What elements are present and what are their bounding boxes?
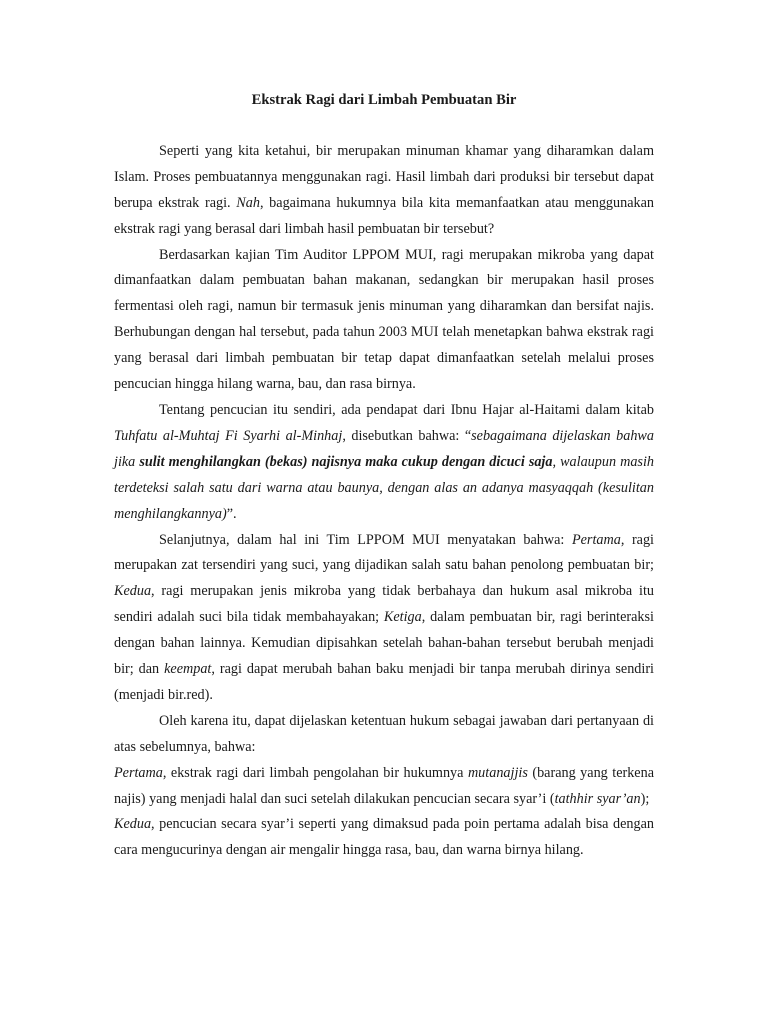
paragraph-intro-rest: , bagaimana hukumnya bila kita memanfaatkan atau menggunakan ekstrak ragi yang berasal dari limbah hasil pembuatan bir tersebut? bbox=[114, 194, 654, 237]
ruling-second bbox=[114, 812, 654, 864]
term-pertama: Pertama bbox=[571, 531, 621, 548]
statement-point-1: , ragi merupakan zat tersendiri yang suci, yang dijadikan salah satu bahan penolong pembuatan bir; bbox=[114, 531, 655, 574]
ibnu-hajar-lead: , disebutkan bahwa: “ bbox=[342, 427, 472, 444]
quote-part-2: , walaupun masih terdeteksi salah satu dari warna atau baunya, dengan alas an adanya masyaqqah (kesulitan menghilangkannya) bbox=[114, 453, 654, 522]
quote-bold: sulit menghilangkan (bekas) najisnya maka cukup dengan dicuci saja bbox=[139, 453, 553, 470]
statement-point-3: , dalam pembuatan bir, ragi berinteraksi dengan bahan lainnya. Kemudian dipisahkan setelah bahan-bahan tersebut berubah menjadi bir; dan bbox=[114, 609, 654, 678]
quote-end: ”. bbox=[226, 505, 237, 522]
term-kedua: Kedua bbox=[114, 583, 152, 600]
ruling-second-text: , pencucian secara syar’i seperti yang dimaksud pada poin pertama adalah bisa dengan cara mengucurinya dengan air mengalir hingga rasa, bau, dan warna birnya hilang. bbox=[114, 816, 654, 859]
paragraph-lppom-study: Berdasarkan kajian Tim Auditor LPPOM MUI, ragi merupakan mikroba yang dapat dimanfaatkan dalam pembuatan bahan makanan, sedangkan bir merupakan hasil proses fermentasi oleh ragi, namun bir termasuk jenis minuman yang diharamkan dan bersifat najis. Berhubungan dengan hal tersebut, pada tahun 2003 MUI telah menetapkan bahwa ekstrak ragi yang berasal dari limbah pembuatan bir tetap dapat dimanfaatkan setelah melalui proses pencucian hingga hilang warna, bau, dan rasa birnya. bbox=[114, 246, 654, 393]
ruling-first bbox=[114, 761, 654, 813]
ruling-first-text-a: , ekstrak ragi dari limbah pengolahan bir hukumnya bbox=[162, 764, 468, 781]
ibnu-hajar-intro: Tentang pencucian itu sendiri, ada pendapat dari Ibnu Hajar al-Haitami dalam kitab bbox=[159, 401, 654, 418]
ruling-first-label: Pertama bbox=[114, 764, 163, 781]
document-title: Ekstrak Ragi dari Limbah Pembuatan Bir bbox=[251, 92, 517, 108]
book-title: Tuhfatu al-Muhtaj Fi Syarhi al-Minhaj bbox=[114, 427, 343, 444]
paragraph-ibnu-hajar bbox=[114, 398, 654, 528]
term-tathhir: tathhir syar’an bbox=[554, 790, 641, 807]
term-keempat: keempat bbox=[164, 661, 212, 678]
paragraph-lppom-statement bbox=[114, 528, 654, 709]
ruling-second-label: Kedua bbox=[114, 816, 152, 833]
ruling-first-text-b: (barang yang terkena najis) yang menjadi halal dan suci setelah dilakukan pencucian secara syar’i ( bbox=[114, 764, 654, 807]
statement-point-2: , ragi merupakan jenis mikroba yang tidak berbahaya dan hukum asal mikroba itu sendiri adalah suci bila tidak membahayakan; bbox=[114, 583, 654, 626]
paragraph-intro bbox=[114, 139, 654, 243]
ruling-first-text-c: ); bbox=[640, 790, 650, 807]
term-mutanajjis: mutanajjis bbox=[467, 764, 528, 781]
statement-intro: Selanjutnya, dalam hal ini Tim LPPOM MUI menyatakan bahwa: bbox=[159, 531, 572, 548]
nah-term: Nah bbox=[236, 194, 260, 211]
paragraph-conclusion-intro: Oleh karena itu, dapat dijelaskan ketentuan hukum sebagai jawaban dari pertanyaan di atas sebelumnya, bahwa: bbox=[114, 712, 654, 755]
quote-part-1: sebagaimana dijelaskan bahwa jika bbox=[114, 427, 654, 470]
paragraph-intro-text: Seperti yang kita ketahui, bir merupakan minuman khamar yang diharamkan dalam Islam. Proses pembuatannya menggunakan ragi. Hasil limbah dari produksi bir tersebut dapat berupa ekstrak ragi. bbox=[114, 142, 654, 211]
term-ketiga: Ketiga bbox=[383, 609, 422, 626]
statement-point-4: , ragi dapat merubah bahan baku menjadi bir tanpa merubah dirinya sendiri (menjadi bir.red). bbox=[114, 661, 654, 703]
